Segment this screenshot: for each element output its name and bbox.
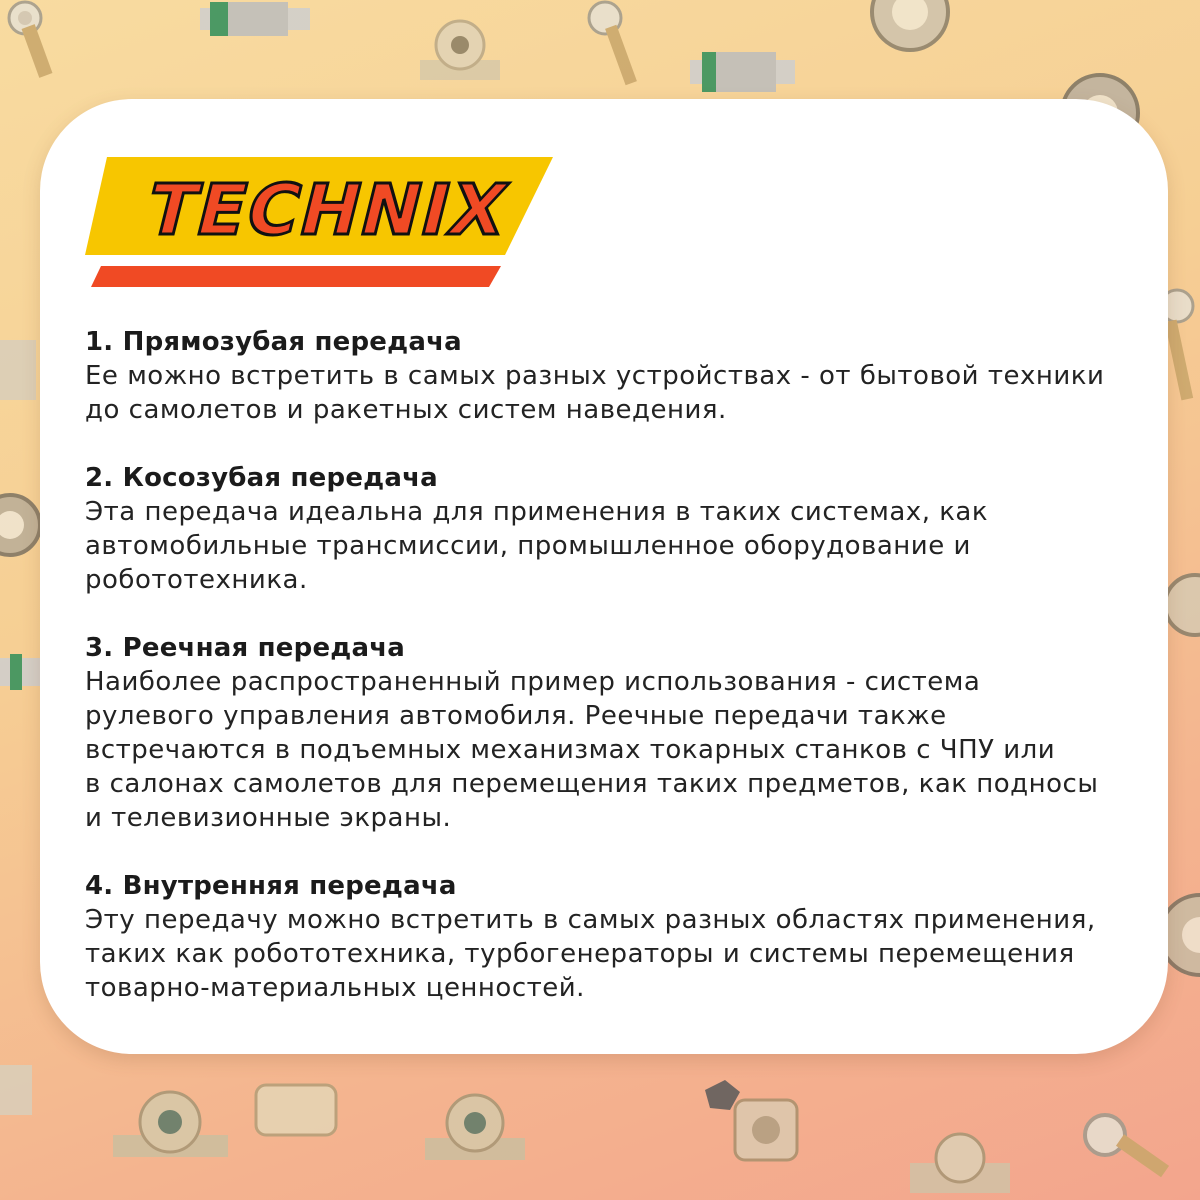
pillow-block-icon [0,330,40,410]
section-text-line: товарно-материальных ценностей. [85,973,585,1003]
pillow-block-icon [905,1128,1015,1200]
rod-end-icon [1080,1105,1180,1195]
pillow-block-icon [420,1078,530,1178]
section-text-line: Эта передача идеальна для применения в таких системах, как [85,497,989,527]
logo-wordmark: TECHNIX [138,169,518,251]
section-text-line: Эту передачу можно встретить в самых разных областях применения, [85,905,1096,935]
section-text-line: автомобильные трансмиссии, промышленное оборудование и [85,531,971,561]
section-heading: 1. Прямозубая передача [85,327,462,357]
linear-guide-icon [0,650,40,695]
technix-logo [85,157,555,292]
rod-end-icon [585,0,665,95]
section-text-line: Ее можно встретить в самых разных устройствах - от бытовой техники [85,361,1105,391]
pillow-block-icon [415,10,505,90]
content-card [40,99,1168,1054]
cam-follower-icon [248,1065,343,1145]
section-heading: 3. Реечная передача [85,633,406,663]
section-text-line: робототехника. [85,565,308,595]
pillow-block-icon [0,1055,40,1125]
section-rack-gear [85,631,1160,835]
gear-types-list [85,325,1160,1039]
section-helical-gear [85,461,1160,597]
ball-bearing-icon [0,485,40,565]
section-text-line: таких как робототехника, турбогенераторы и системы перемещения [85,939,1075,969]
ball-bearing-icon [865,0,955,55]
cam-follower-icon [695,1070,805,1170]
section-internal-gear [85,869,1160,1005]
rod-end-icon [0,0,80,80]
section-text-line: Наиболее распространенный пример использования - система [85,667,981,697]
linear-guide-icon [690,46,795,98]
section-text-line: до самолетов и ракетных систем наведения. [85,395,727,425]
section-text-line: и телевизионные экраны. [85,803,452,833]
section-text-line: рулевого управления автомобиля. Реечные передачи также [85,701,947,731]
section-spur-gear [85,325,1160,427]
section-text-line: встречаются в подъемных механизмах токарных станков с ЧПУ или [85,735,1056,765]
section-heading: 2. Косозубая передача [85,463,438,493]
pillow-block-icon [108,1080,233,1170]
linear-guide-icon [200,0,310,40]
section-heading: 4. Внутренняя передача [85,871,457,901]
section-text-line: в салонах самолетов для перемещения таких предметов, как подносы [85,769,1099,799]
